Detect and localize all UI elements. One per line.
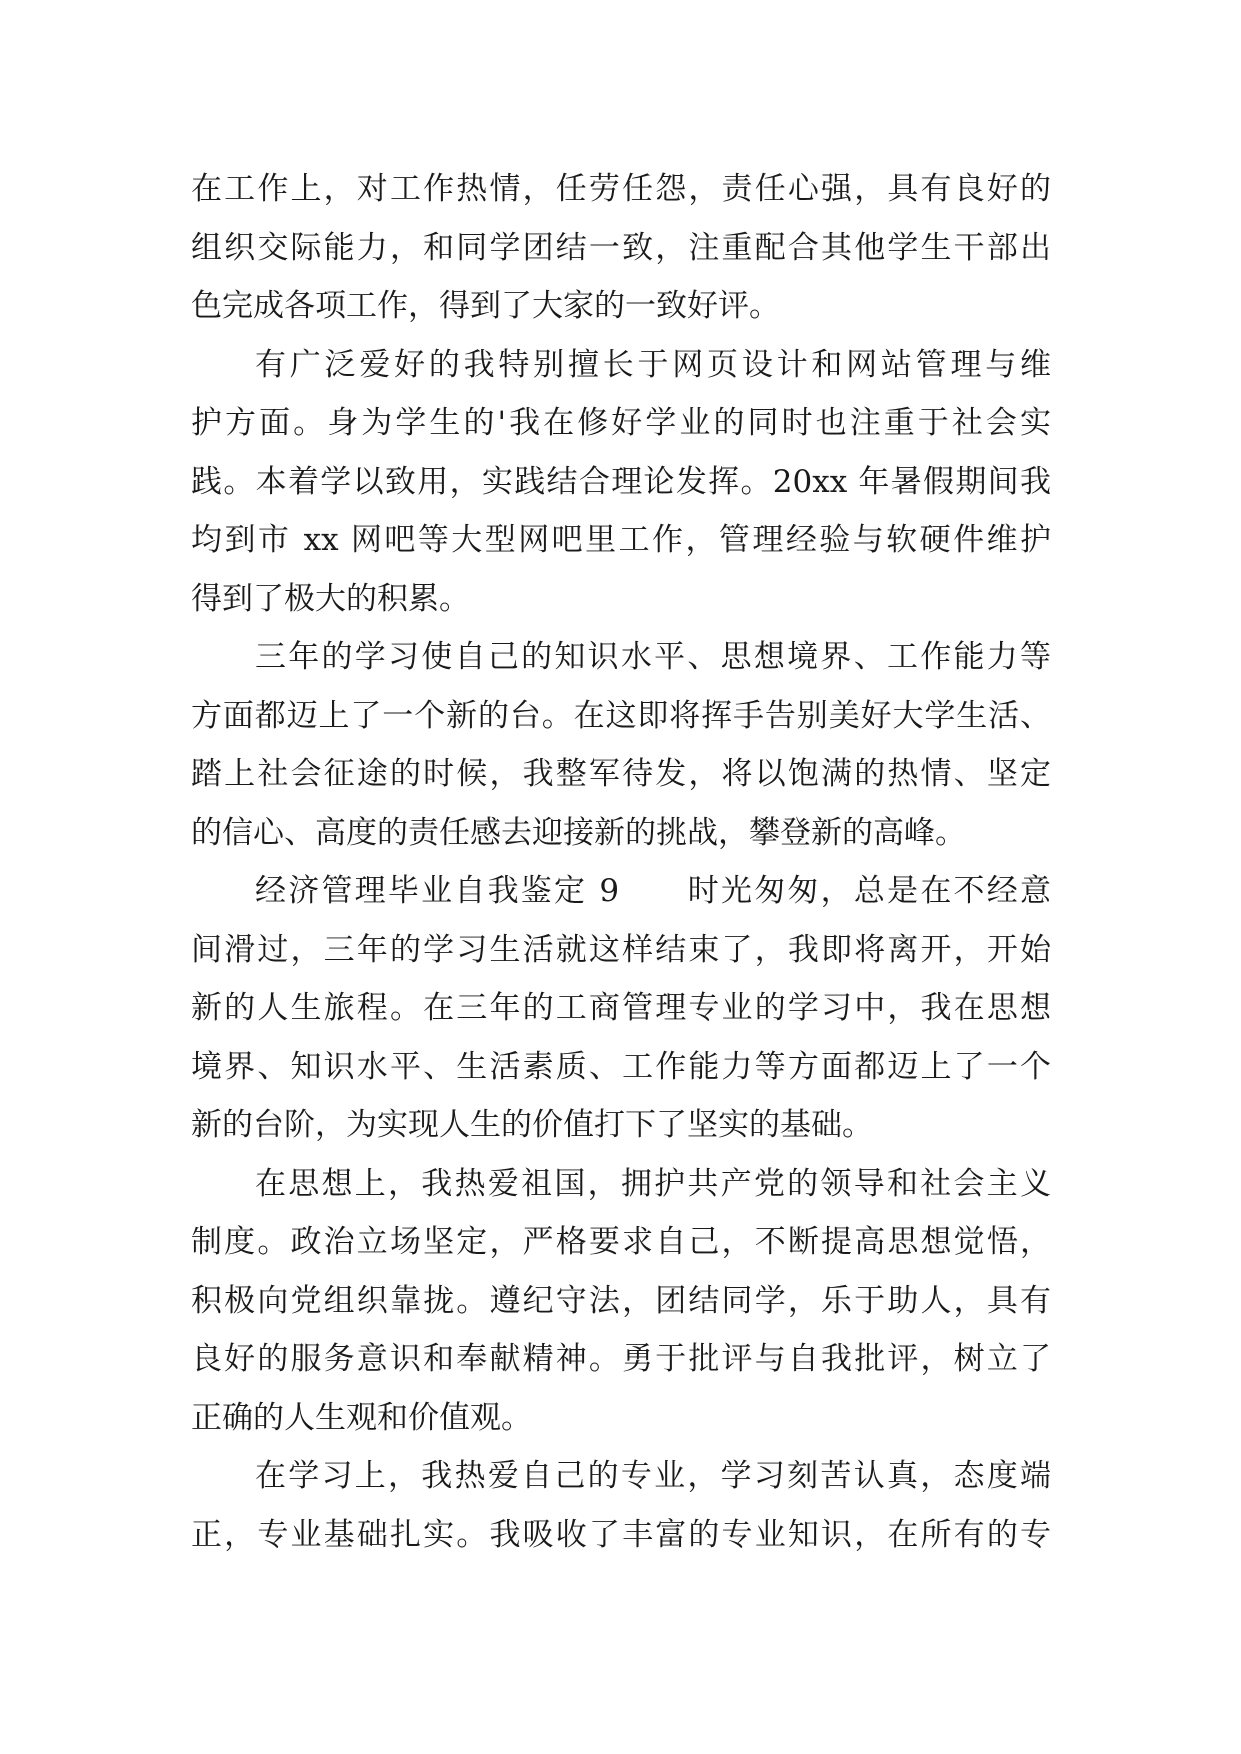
text-line: 踏上社会征途的时候，我整军待发，将以饱满的热情、坚定 [191, 756, 1051, 792]
paragraph-4 [191, 862, 1051, 1155]
text-line: 护方面。身为学生的'我在修好学业的同时也注重于社会实 [191, 405, 1051, 441]
text-line: 色完成各项工作，得到了大家的一致好评。 [191, 288, 780, 324]
paragraph-2 [191, 336, 1051, 629]
text-line: 正确的人生观和价值观。 [191, 1399, 532, 1436]
paragraph-1 [191, 160, 1051, 336]
text-line: 组织交际能力，和同学团结一致，注重配合其他学生干部出 [191, 229, 1051, 266]
paragraph-5 [191, 1155, 1051, 1448]
text-line: 得到了极大的积累。 [191, 580, 470, 617]
text-line: 间滑过，三年的学习生活就这样结束了，我即将离开，开始 [191, 931, 1051, 968]
text-line: 新的台阶，为实现人生的价值打下了坚实的基础。 [191, 1107, 873, 1143]
text-line: 积极向党组织靠拢。遵纪守法，团结同学，乐于助人，具有 [191, 1282, 1051, 1319]
text-line: 方面都迈上了一个新的台。在这即将挥手告别美好大学生活、 [191, 697, 1051, 734]
paragraph-6 [191, 1447, 1051, 1564]
paragraph-3 [191, 628, 1051, 862]
text-line: 均到市 xx 网吧等大型网吧里工作，管理经验与软硬件维护 [191, 522, 1051, 558]
text-line: 的信心、高度的责任感去迎接新的挑战，攀登新的高峰。 [191, 814, 966, 851]
text-line: 在思想上，我热爱祖国，拥护共产党的领导和社会主义 [255, 1165, 1051, 1202]
text-line: 有广泛爱好的我特别擅长于网页设计和网站管理与维 [255, 346, 1051, 383]
document-body [191, 160, 1051, 1564]
text-line: 在工作上，对工作热情，任劳任怨，责任心强，具有良好的 [191, 171, 1051, 207]
text-line: 经济管理毕业自我鉴定 9 时光匆匆，总是在不经意 [255, 873, 1051, 909]
text-line: 良好的服务意识和奉献精神。勇于批评与自我批评，树立了 [191, 1341, 1051, 1377]
text-line: 境界、知识水平、生活素质、工作能力等方面都迈上了一个 [191, 1048, 1051, 1085]
text-line: 在学习上，我热爱自己的专业，学习刻苦认真，态度端 [255, 1458, 1051, 1494]
text-line: 制度。政治立场坚定，严格要求自己，不断提高思想觉悟， [191, 1224, 1051, 1260]
text-line: 新的人生旅程。在三年的工商管理专业的学习中，我在思想 [191, 990, 1051, 1026]
text-line: 践。本着学以致用，实践结合理论发挥。20xx 年暑假期间我 [191, 463, 1051, 500]
text-line: 三年的学习使自己的知识水平、思想境界、工作能力等 [255, 639, 1051, 675]
text-line: 正，专业基础扎实。我吸收了丰富的专业知识，在所有的专 [191, 1516, 1051, 1553]
